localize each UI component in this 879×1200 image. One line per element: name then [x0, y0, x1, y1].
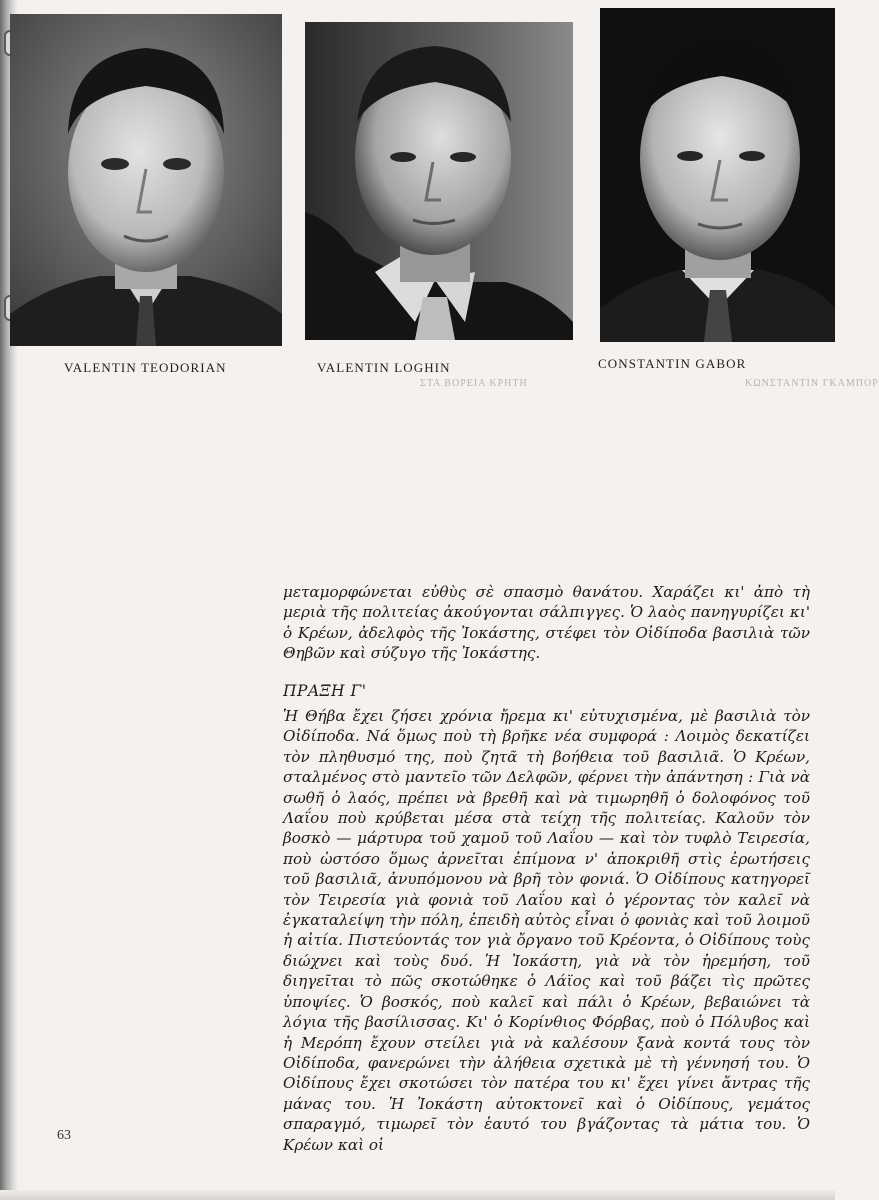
portrait-image: [10, 14, 282, 346]
portrait-photo-loghin: [305, 22, 573, 340]
portrait-caption: CONSTANTIN GABOR: [598, 356, 747, 371]
page-bottom-edge: [0, 1190, 835, 1200]
act-paragraph: Ἡ Θήβα ἔχει ζήσει χρόνια ἤρεμα κι' εὐτυχισμένα, μὲ βασιλιὰ τὸν Οἰδίποδα. Νά ὅμως ποὺ τὴ βρῆκε νέα συμφορά : Λοιμὸς δεκατίζει τὸν πληθυσμό της, ποὺ ζητᾶ τὴ βοήθεια τοῦ βασιλιᾶ. Ὁ Κρέων, σταλμένος στὸ μαντεῖο τῶν Δελφῶν, φέρνει τὴν ἀπάντηση : Γιὰ νὰ σωθῆ ὁ λαός, πρέπει νὰ βρεθῆ καὶ νὰ τιμωρηθῆ ὁ δολοφόνος τοῦ Λαΐου ποὺ κρύβεται μέσα στὰ τείχη τῆς πολιτείας. Καλοῦν τὸν βοσκὸ — μάρτυρα τοῦ χαμοῦ τοῦ Λαΐου — καὶ τὸν τυφλὸ Τειρεσία, ποὺ ὡστόσο ὅμως ἀρνεῖται ἐπίμονα ν' ἀποκριθῆ στὶς ἐρωτήσεις τοῦ βασιλιᾶ, ἀνυπόμονου νὰ βρῆ τὸν φονιά. Ὁ Οἰδίπους κατηγορεῖ τὸν Τειρεσία γιὰ φονιὰ τοῦ Λαΐου καὶ ὁ γέροντας τὸν καλεῖ νὰ ἐγκαταλείψη τὴν πόλη, ἐπειδὴ αὐτὸς εἶναι ὁ φονιὰς καὶ τοῦ λοιμοῦ ἡ αἰτία. Πιστεύοντάς τον γιὰ ὄργανο τοῦ Κρέοντα, ὁ Οἰδίπους τοὺς διώχνει καὶ τοὺς δυό. Ἡ Ἰοκάστη, γιὰ νὰ τὸν ἡρεμήση, τοῦ διηγεῖται τὸ πῶς σκοτώθηκε ὁ Λάϊος καὶ τοῦ βάζει τὶς πρῶτες ὑποψίες. Ὁ βοσκός, ποὺ καλεῖ καὶ πάλι ὁ Κρέων, βεβαιώνει τὰ λόγια τῆς βασίλισσας. Κι' ὁ Κορίνθιος Φόρβας, ποὺ ὁ Πόλυβος καὶ ἡ Μερόπη ἔχουν στείλει γιὰ νὰ καλέσουν ξανὰ κοντά τους τὸν Οἰδίποδα, φανερώνει τὴν ἀλήθεια σχετικὰ μὲ τὴ γέννησή του. Ὁ Οἰδίπους ἔχει σκοτώσει τὸν πατέρα του κι' ἔχει γίνει ἄντρας τῆς μάνας του. Ἡ Ἰοκάστη αὐτοκτονεῖ καὶ ὁ Οἰδίπους, γεμάτος σπαραγμό, τιμωρεῖ τὸν ἑαυτό του βγάζοντας τὰ μάτια του. Ὁ Κρέων καὶ οἱ: [283, 707, 810, 1154]
intro-paragraph-block: [283, 582, 810, 664]
portrait-photo-gabor: [600, 8, 835, 342]
portrait-caption: VALENTIN TEODORIAN: [64, 360, 227, 375]
page-number: 63: [57, 1128, 71, 1143]
act-paragraph-block: [283, 706, 810, 1155]
portrait-image: [600, 8, 835, 342]
portrait-photo-teodorian: [10, 14, 282, 346]
portrait-caption: VALENTIN LOGHIN: [317, 360, 451, 375]
intro-paragraph: μεταμορφώνεται εὐθὺς σὲ σπασμὸ θανάτου. Χαράζει κι' ἀπὸ τὴ μεριὰ τῆς πολιτείας ἀκούγονται σάλπιγγες. Ὁ λαὸς πανηγυρίζει κι' ὁ Κρέων, ἀδελφὸς τῆς Ἰοκάστης, στέφει τὸν Οἰδίποδα βασιλιὰ τῶν Θηβῶν καὶ σύζυγο τῆς Ἰοκάστης.: [283, 583, 810, 663]
bleed-through-text: ΚΩΝΣΤΑΝΤΙΝ ΓΚΑΜΠΟΡ: [745, 378, 879, 389]
act-heading: ΠΡΑΞΗ Γ': [283, 682, 367, 700]
bleed-through-text: ΣΤΑ ΒΟΡΕΙΑ ΚΡΗΤΗ: [420, 378, 528, 389]
portrait-image: [305, 22, 573, 340]
